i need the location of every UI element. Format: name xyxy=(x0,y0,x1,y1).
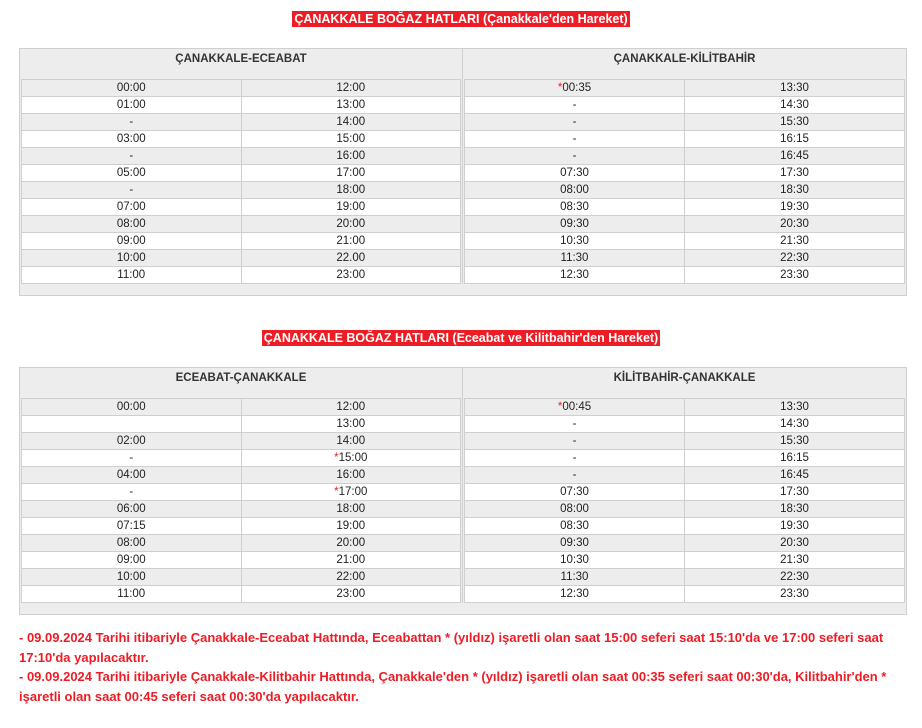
time-cell-pm: 22:30 xyxy=(684,569,904,585)
time-cell-pm: 22:00 xyxy=(241,569,461,585)
time-cell-am: - xyxy=(129,184,134,196)
route-eceabat-canakkale xyxy=(20,368,463,603)
time-cell-am: 09:30 xyxy=(560,537,589,549)
route-header: ÇANAKKALE-ECEABAT xyxy=(175,53,307,65)
table-row xyxy=(22,484,460,501)
time-cell-pm: 17:30 xyxy=(684,484,904,500)
time-cell-pm: 22.00 xyxy=(241,250,461,266)
time-cell-am: - xyxy=(572,150,577,162)
time-cell-pm: 21:30 xyxy=(684,552,904,568)
table-row xyxy=(22,450,460,467)
time-cell-am xyxy=(465,399,684,415)
table-row xyxy=(465,182,904,199)
time-cell-pm: 17:30 xyxy=(684,165,904,181)
table-row xyxy=(465,165,904,182)
time-cell-am: - xyxy=(572,435,577,447)
table-row xyxy=(465,416,904,433)
asterisk-marker: * xyxy=(557,401,563,413)
time-cell-am: 11:00 xyxy=(117,269,146,281)
route-header: ÇANAKKALE-KİLİTBAHİR xyxy=(613,53,756,65)
time-cell-pm: 13:30 xyxy=(684,80,904,96)
time-cell-am: 00:00 xyxy=(116,401,146,413)
time-cell-am: 07:15 xyxy=(116,520,146,532)
table-row xyxy=(465,586,904,603)
table-row xyxy=(465,250,904,267)
time-cell-am: 11:00 xyxy=(117,588,146,600)
time-cell-am: 10:30 xyxy=(560,554,589,566)
table-row xyxy=(465,467,904,484)
time-cell-pm: 23:30 xyxy=(684,586,904,602)
note-kilitbahir: - 09.09.2024 Tarihi itibariyle Çanakkale-Kilitbahir Hattında, Çanakkale'den * (yıldız) işaretli olan saat 00:35 seferi saat 00:30'da, Kilitbahir'den * işaretli olan saat 00:45 seferi saat 00:30'da yapılacaktır. xyxy=(19,669,887,704)
time-cell-pm: 14:00 xyxy=(241,114,461,130)
time-cell-pm: 17:00 xyxy=(241,165,461,181)
table-row xyxy=(22,552,460,569)
time-cell-am: 07:30 xyxy=(560,486,589,498)
time-cell-am: 09:00 xyxy=(116,235,146,247)
time-cell-am: 07:00 xyxy=(116,201,146,213)
time-cell-am: 02:00 xyxy=(116,435,146,447)
asterisk-marker: * xyxy=(334,486,339,498)
route-header: ECEABAT-ÇANAKKALE xyxy=(175,372,307,384)
time-cell-am: - xyxy=(129,486,134,498)
time-cell-pm: 14:30 xyxy=(684,416,904,432)
time-cell-pm: 20:30 xyxy=(684,216,904,232)
table-row xyxy=(22,182,460,199)
time-cell-pm: 21:00 xyxy=(241,552,461,568)
table-row xyxy=(22,80,460,97)
section2-title-wrap xyxy=(0,329,922,347)
route-header: KİLİTBAHİR-ÇANAKKALE xyxy=(613,372,756,384)
time-cell-pm: 19:30 xyxy=(684,199,904,215)
time-cell-am: 08:30 xyxy=(560,520,589,532)
time-cell-am: 07:30 xyxy=(560,167,589,179)
time-cell-pm: 16:15 xyxy=(684,450,904,466)
time-cell-am: 11:30 xyxy=(560,571,589,583)
table-row xyxy=(22,518,460,535)
section1-title-wrap xyxy=(0,10,922,28)
time-cell-pm: 23:00 xyxy=(241,267,461,283)
table-row xyxy=(465,233,904,250)
table-row xyxy=(22,165,460,182)
time-cell-pm: 21:30 xyxy=(684,233,904,249)
time-cell-am xyxy=(22,416,241,432)
time-cell-am: 10:00 xyxy=(116,571,146,583)
route-kilitbahir-canakkale xyxy=(463,368,906,603)
table-row xyxy=(465,484,904,501)
table-row xyxy=(22,250,460,267)
table-row xyxy=(22,233,460,250)
table-row xyxy=(22,267,460,284)
route-canakkale-kilitbahir xyxy=(463,49,906,284)
time-cell-am: - xyxy=(572,469,577,481)
time-cell-pm: 15:00 xyxy=(241,131,461,147)
section1-title: ÇANAKKALE BOĞAZ HATLARI (Çanakkale'den Hareket) xyxy=(294,12,628,26)
schedule-table-departures-eceabat-kilitbahir xyxy=(19,367,907,615)
table-row xyxy=(22,199,460,216)
time-cell-am: 08:00 xyxy=(116,218,146,230)
time-cell-am: 09:30 xyxy=(560,218,589,230)
time-cell-am: - xyxy=(572,99,577,111)
table-row xyxy=(22,535,460,552)
time-cell-pm: 18:30 xyxy=(684,501,904,517)
table-row xyxy=(465,569,904,586)
time-cell-am: 05:00 xyxy=(116,167,146,179)
time-cell-am: 08:30 xyxy=(560,201,589,213)
time-cell-pm: 14:30 xyxy=(684,97,904,113)
time-cell-am: 12:30 xyxy=(560,588,589,600)
time-cell-am: 04:00 xyxy=(116,469,146,481)
time-value: 17:00 xyxy=(338,486,368,498)
table-row xyxy=(22,416,460,433)
time-cell-pm: 14:00 xyxy=(241,433,461,449)
table-row xyxy=(465,399,904,416)
table-row xyxy=(465,552,904,569)
time-cell-am: - xyxy=(572,133,577,145)
time-cell-pm: 22:30 xyxy=(684,250,904,266)
table-row xyxy=(22,586,460,603)
table-row xyxy=(22,501,460,518)
table-row xyxy=(465,433,904,450)
time-cell-pm: 19:30 xyxy=(684,518,904,534)
time-cell-am: 00:00 xyxy=(116,82,146,94)
time-cell-am: 12:30 xyxy=(560,269,589,281)
schedule-table-departures-canakkale xyxy=(19,48,907,296)
time-cell-am: 10:00 xyxy=(116,252,146,264)
time-cell-pm: 16:15 xyxy=(684,131,904,147)
note-eceabat: - 09.09.2024 Tarihi itibariyle Çanakkale-Eceabat Hattında, Eceabattan * (yıldız) işaretli olan saat 15:00 seferi saat 15:10'da ve 17:00 seferi saat 17:10'da yapılacaktır. xyxy=(19,630,884,665)
time-cell-pm xyxy=(241,484,461,500)
time-cell-am: - xyxy=(572,418,577,430)
time-cell-pm: 20:00 xyxy=(241,535,461,551)
time-cell-am: - xyxy=(129,116,134,128)
time-value: 15:00 xyxy=(338,452,368,464)
table-row xyxy=(465,518,904,535)
time-cell-am: - xyxy=(129,150,134,162)
schedule-notes xyxy=(19,628,909,706)
table-row xyxy=(22,216,460,233)
route-canakkale-eceabat xyxy=(20,49,463,284)
table-row xyxy=(22,433,460,450)
table-row xyxy=(465,114,904,131)
time-cell-pm: 12:00 xyxy=(241,80,461,96)
table-row xyxy=(22,467,460,484)
table-row xyxy=(465,97,904,114)
time-cell-pm xyxy=(241,450,461,466)
time-cell-pm: 18:00 xyxy=(241,501,461,517)
timetable xyxy=(21,398,461,603)
table-row xyxy=(465,501,904,518)
time-cell-pm: 13:00 xyxy=(241,416,461,432)
time-cell-am: 01:00 xyxy=(116,99,146,111)
time-cell-am: 10:30 xyxy=(560,235,589,247)
table-row xyxy=(465,267,904,284)
time-cell-pm: 12:00 xyxy=(241,399,461,415)
time-cell-pm: 18:00 xyxy=(241,182,461,198)
table-row xyxy=(465,148,904,165)
time-cell-am: - xyxy=(572,116,577,128)
time-cell-pm: 15:30 xyxy=(684,433,904,449)
table-row xyxy=(22,114,460,131)
time-cell-am: 06:00 xyxy=(116,503,146,515)
asterisk-marker: * xyxy=(334,452,339,464)
time-cell-pm: 20:00 xyxy=(241,216,461,232)
table-row xyxy=(22,97,460,114)
time-value: 00:35 xyxy=(562,82,592,94)
table-row xyxy=(465,535,904,552)
table-row xyxy=(22,399,460,416)
time-cell-pm: 16:45 xyxy=(684,467,904,483)
time-cell-am: - xyxy=(129,452,134,464)
table-row xyxy=(22,131,460,148)
time-cell-pm: 20:30 xyxy=(684,535,904,551)
time-cell-am: 09:00 xyxy=(116,554,146,566)
time-cell-pm: 15:30 xyxy=(684,114,904,130)
asterisk-marker: * xyxy=(557,82,563,94)
time-cell-am xyxy=(465,80,684,96)
time-cell-am: 08:00 xyxy=(560,503,589,515)
timetable xyxy=(464,398,905,603)
time-cell-pm: 21:00 xyxy=(241,233,461,249)
time-cell-pm: 19:00 xyxy=(241,199,461,215)
time-cell-pm: 13:00 xyxy=(241,97,461,113)
time-cell-pm: 19:00 xyxy=(241,518,461,534)
time-cell-pm: 18:30 xyxy=(684,182,904,198)
time-cell-am: 03:00 xyxy=(116,133,146,145)
time-cell-pm: 16:45 xyxy=(684,148,904,164)
time-cell-pm: 23:30 xyxy=(684,267,904,283)
time-cell-pm: 23:00 xyxy=(241,586,461,602)
time-cell-am: - xyxy=(572,452,577,464)
time-value: 00:45 xyxy=(562,401,592,413)
time-cell-pm: 16:00 xyxy=(241,467,461,483)
table-row xyxy=(465,216,904,233)
table-row xyxy=(465,450,904,467)
timetable xyxy=(21,79,461,284)
timetable xyxy=(464,79,905,284)
table-row xyxy=(465,80,904,97)
table-row xyxy=(465,131,904,148)
time-cell-pm: 13:30 xyxy=(684,399,904,415)
table-row xyxy=(22,569,460,586)
section2-title: ÇANAKKALE BOĞAZ HATLARI (Eceabat ve Kilitbahir'den Hareket) xyxy=(263,331,659,345)
time-cell-am: 08:00 xyxy=(560,184,589,196)
table-row xyxy=(22,148,460,165)
time-cell-pm: 16:00 xyxy=(241,148,461,164)
table-row xyxy=(465,199,904,216)
time-cell-am: 08:00 xyxy=(116,537,146,549)
time-cell-am: 11:30 xyxy=(560,252,589,264)
